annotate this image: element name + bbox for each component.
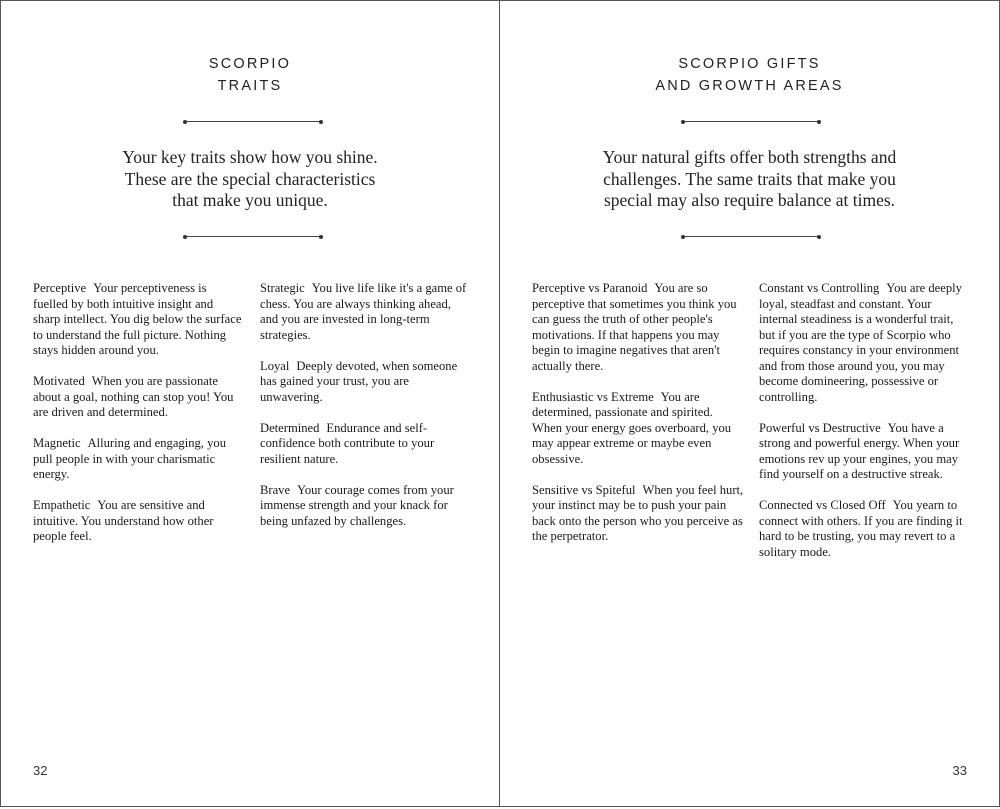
gift-entry [759, 421, 971, 483]
ornament-divider [185, 121, 321, 122]
ornament-divider [683, 121, 819, 122]
trait-entry [33, 498, 243, 545]
title-line: AND GROWTH AREAS [655, 78, 844, 94]
trait-text: Endurance and self-confidence both contribute to your resilient nature. [260, 420, 435, 466]
traits-column-1 [33, 281, 243, 560]
ornament-divider [185, 236, 321, 237]
trait-term: Loyal [260, 358, 290, 373]
trait-term: Determined [260, 420, 320, 435]
trait-term: Motivated [33, 374, 85, 388]
trait-text: You live life like it's a game of chess. You are always thinking ahead, and you are invested in long-term strategies. [260, 281, 467, 342]
gift-term: Connected vs Closed Off [759, 498, 886, 512]
trait-entry [260, 483, 472, 530]
trait-entry [260, 359, 472, 406]
gift-entry [759, 281, 971, 405]
page-title [500, 53, 999, 97]
trait-entry [33, 374, 243, 421]
intro-line: special may also require balance at times. [603, 190, 896, 210]
trait-text: Alluring and engaging, you pull people in with your charismatic energy. [33, 436, 226, 481]
trait-text: Deeply devoted, when someone has gained your trust, you are unwavering. [260, 358, 458, 404]
gift-text: You yearn to connect with others. If you are finding it hard to be trusting, you may revert to a solitary mode. [759, 498, 963, 559]
intro-text [1, 147, 499, 212]
gift-term: Perceptive vs Paranoid [532, 281, 648, 295]
trait-term: Perceptive [33, 281, 87, 295]
trait-text: When you are passionate about a goal, nothing can stop you! You are driven and determined. [33, 374, 234, 419]
traits-column-2 [260, 281, 472, 545]
title-line: TRAITS [217, 78, 283, 94]
trait-term: Strategic [260, 281, 305, 295]
intro-line: challenges. The same traits that make you [603, 168, 896, 189]
intro-text [500, 147, 999, 212]
gifts-column-2 [759, 281, 971, 576]
trait-term: Magnetic [33, 436, 81, 450]
trait-entry [260, 281, 472, 343]
intro-line: Your natural gifts offer both strengths and [602, 147, 897, 167]
trait-text: Your perceptiveness is fuelled by both intuitive insight and sharp intellect. You dig below the surface to understand the full picture. Nothing stays hidden around you. [33, 281, 242, 357]
trait-term: Empathetic [33, 498, 91, 512]
gifts-column-1 [532, 281, 744, 560]
gift-entry [532, 483, 744, 545]
gift-term: Enthusiastic vs Extreme [532, 389, 654, 404]
right-page [499, 0, 1000, 807]
gift-text: You have a strong and powerful energy. When your emotions rev up your engines, you may find yourself on a destructive streak. [759, 420, 960, 481]
left-page [0, 0, 500, 807]
gift-text: You are determined, passionate and spirited. When your energy goes overboard, you may appear extreme or maybe even obsessive. [532, 389, 732, 466]
gift-entry [759, 498, 971, 560]
gift-term: Sensitive vs Spiteful [532, 482, 636, 497]
trait-term: Brave [260, 482, 291, 497]
gift-entry [532, 281, 744, 374]
trait-text: Your courage comes from your immense strength and your knack for being unfazed by challenges. [260, 482, 454, 528]
ornament-divider [683, 236, 819, 237]
gift-text: You are so perceptive that sometimes you think you can guess the truth of other people's motivations. If that happens you may begin to imagine negatives that aren't actually there. [532, 281, 737, 373]
title-line: SCORPIO GIFTS [678, 56, 821, 72]
gift-term: Powerful vs Destructive [759, 420, 881, 435]
intro-line: Your key traits show how you shine. [122, 147, 378, 167]
trait-text: You are sensitive and intuitive. You understand how other people feel. [33, 498, 214, 543]
gift-entry [532, 390, 744, 468]
intro-line: These are the special characteristics [124, 168, 376, 189]
page-number: 32 [33, 763, 48, 778]
page-number: 33 [952, 763, 967, 778]
gift-term: Constant vs Controlling [759, 281, 880, 295]
gift-text: You are deeply loyal, steadfast and constant. Your internal steadiness is a wonderful trait, but if you are the type of Scorpio who requires constancy in your environment and from those around you, you may become domineering, possessive or controlling. [759, 281, 962, 404]
trait-entry [33, 281, 243, 359]
trait-entry [260, 421, 472, 468]
intro-line: that make you unique. [172, 190, 328, 210]
gift-text: When you feel hurt, your instinct may be to push your pain back onto the person who you perceive as the perpetrator. [532, 482, 744, 543]
trait-entry [33, 436, 243, 483]
page-title [1, 53, 499, 97]
title-line: SCORPIO [208, 56, 292, 72]
